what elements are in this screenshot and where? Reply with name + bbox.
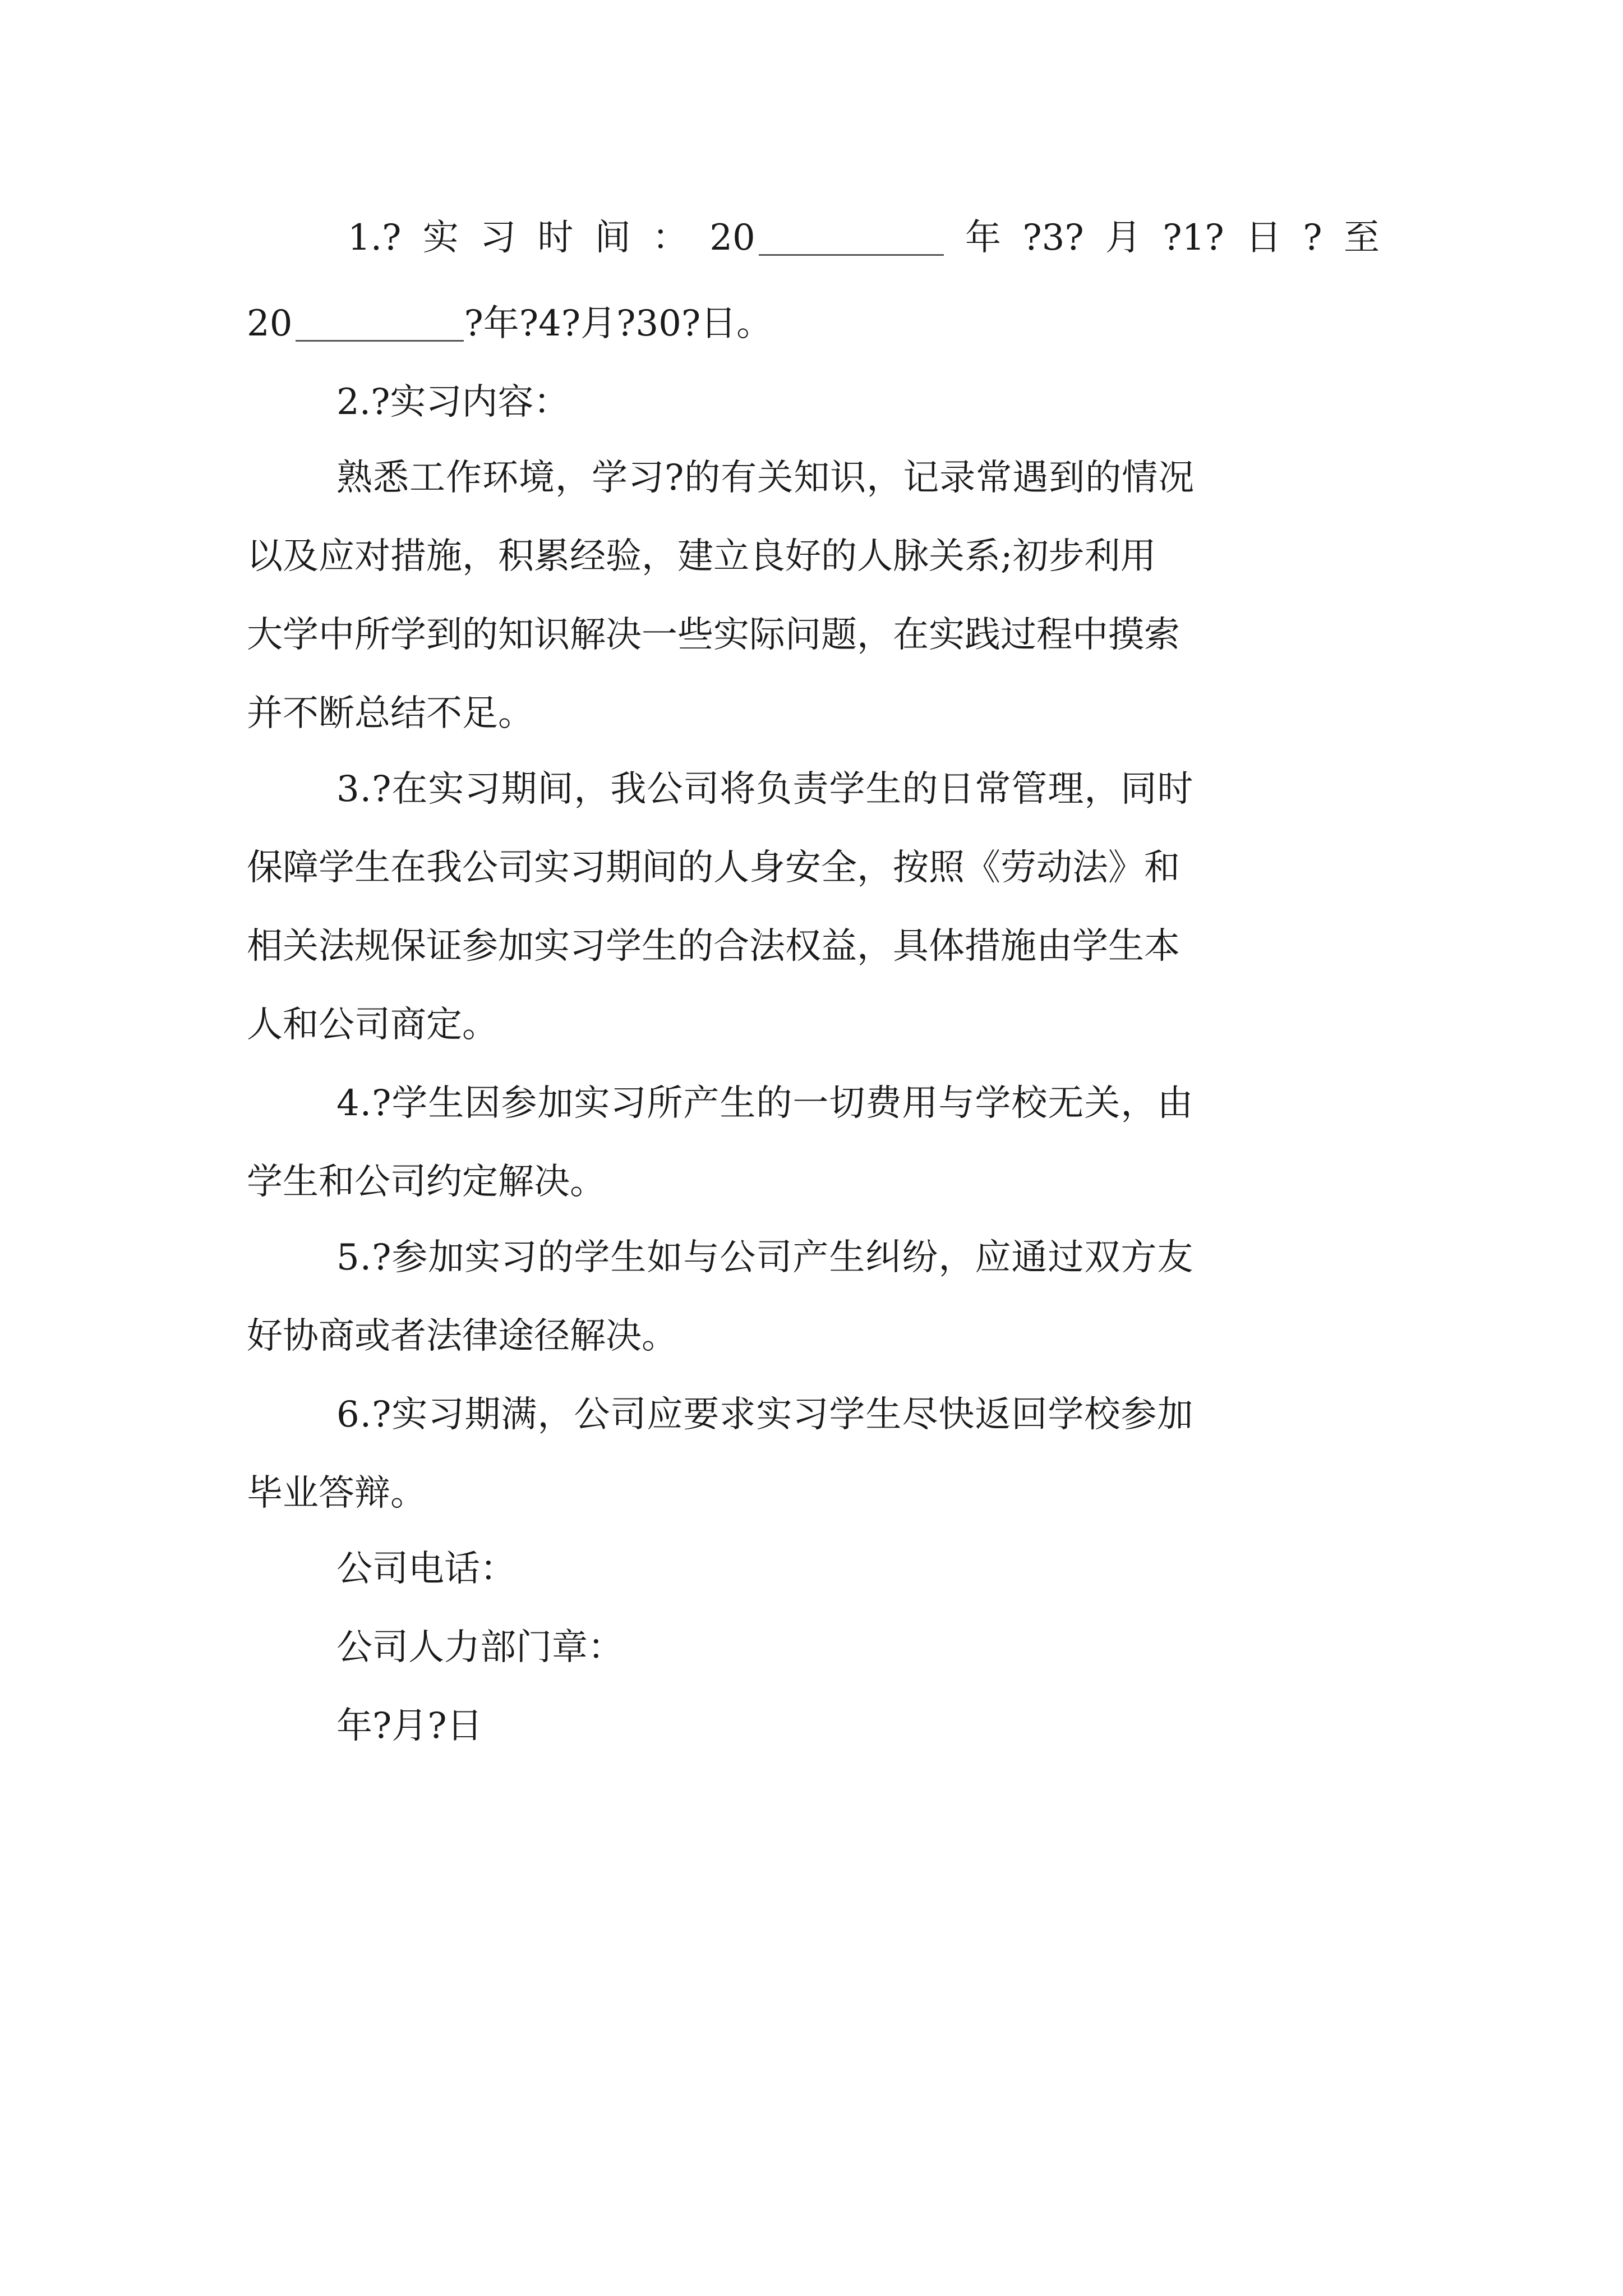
item1-line2: 20 ?年?4?月?30?日。: [247, 303, 773, 344]
company-seal-label: 公司人力部门章：: [336, 1627, 624, 1668]
item1-char: 年: [965, 217, 1001, 259]
item2-line2: 以及应对措施，积累经验，建立良好的人脉关系;初步利用: [247, 536, 1156, 577]
year-blank: [759, 222, 944, 256]
item1-month-num: ?3?: [1022, 217, 1084, 259]
year-blank-2: [296, 307, 464, 342]
item1-char: 习: [480, 217, 516, 259]
item3-line1: 3.?在实习期间，我公司将负责学生的日常管理，同时: [336, 769, 1194, 810]
item4-line1: 4.?学生因参加实习所产生的一切费用与学校无关，由: [336, 1083, 1194, 1124]
item1-char: 时: [537, 217, 574, 259]
company-phone-label: 公司电话：: [336, 1548, 516, 1590]
item5-line1: 5.?参加实习的学生如与公司产生纠纷，应通过双方友: [336, 1237, 1194, 1278]
item1-char: 间: [594, 217, 631, 259]
item6-line1: 6.?实习期满，公司应要求实习学生尽快返回学校参加: [336, 1394, 1194, 1435]
item1-char: 月: [1105, 217, 1141, 259]
item3-line4: 人和公司商定。: [247, 1004, 498, 1046]
item3-line2: 保障学生在我公司实习期间的人身安全，按照《劳动法》和: [247, 847, 1180, 889]
item4-line2: 学生和公司约定解决。: [247, 1161, 606, 1203]
item1-char: 实: [422, 217, 459, 259]
date-line: 年?月?日: [336, 1705, 483, 1747]
item1-char: 日: [1245, 217, 1281, 259]
item2-line4: 并不断总结不足。: [247, 693, 534, 734]
item2-line3: 大学中所学到的知识解决一些实际问题，在实践过程中摸索: [247, 614, 1180, 656]
item1-number: 1.?: [348, 217, 402, 259]
item1-char: 至: [1343, 217, 1380, 259]
item1-day-num: ?1?: [1163, 217, 1224, 259]
item1-char: ?: [1303, 217, 1322, 259]
item6-line2: 毕业答辩。: [247, 1473, 426, 1514]
item3-line3: 相关法规保证参加实习学生的合法权益，具体措施由学生本: [247, 926, 1180, 967]
item2-line1: 熟悉工作环境，学习?的有关知识，记录常遇到的情况: [336, 457, 1195, 499]
item1-line1: [348, 217, 1380, 259]
item2-heading: 2.?实习内容：: [336, 381, 570, 423]
item1-year-prefix: 20: [709, 220, 943, 256]
item5-line2: 好协商或者法律途径解决。: [247, 1315, 677, 1357]
item1-char: ：: [652, 217, 688, 259]
